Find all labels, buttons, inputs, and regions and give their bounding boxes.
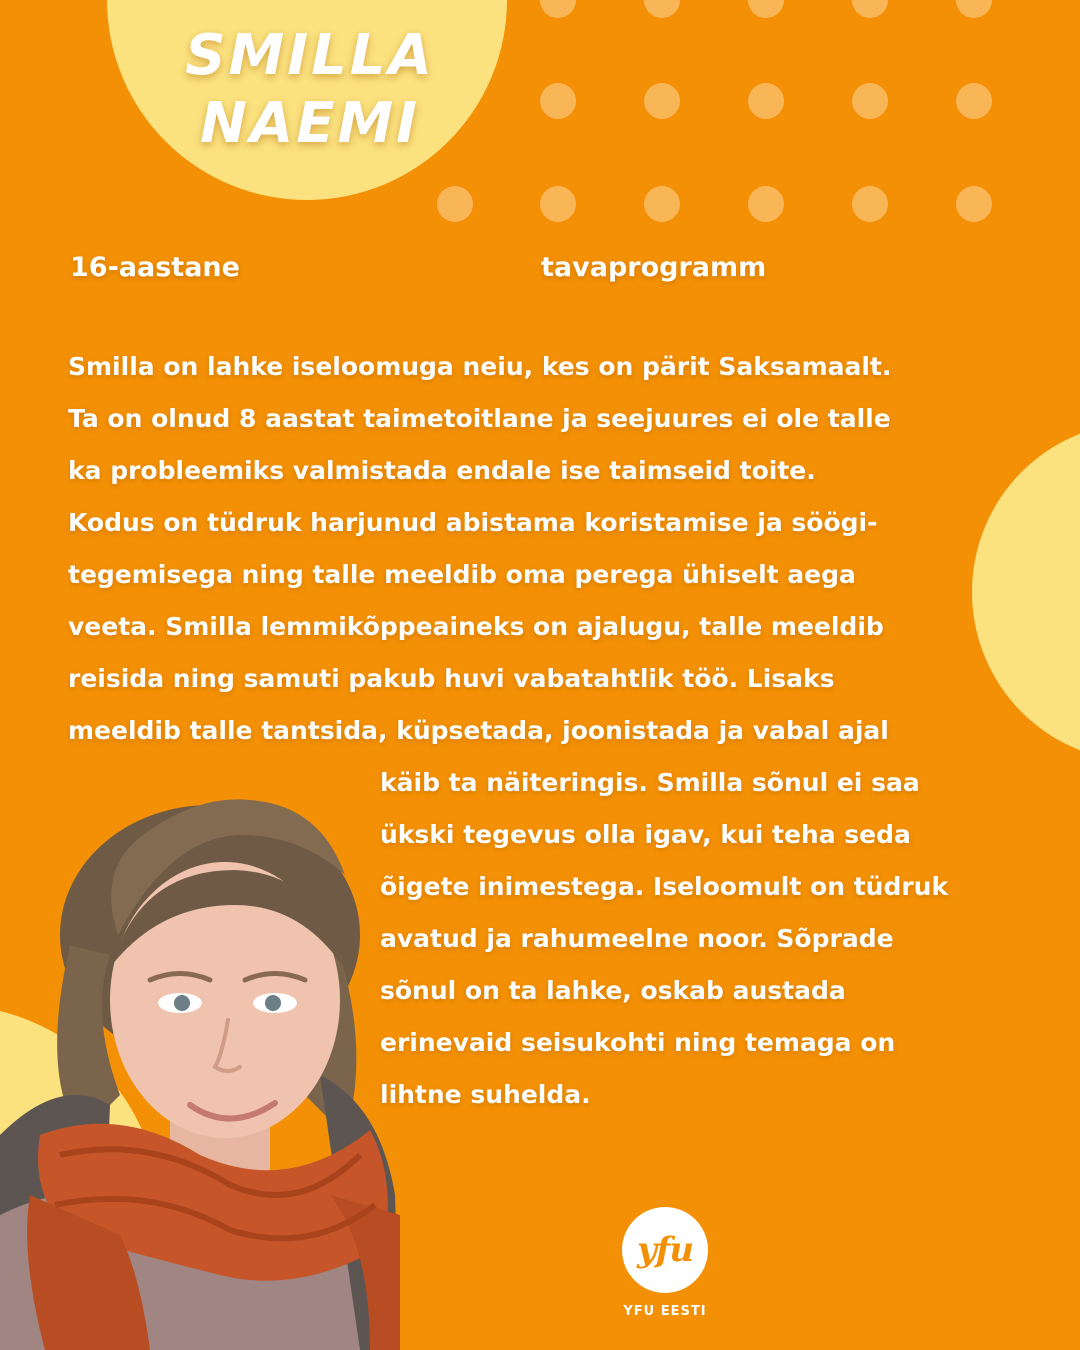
program-label: tavaprogramm xyxy=(541,252,767,283)
pattern-dot xyxy=(852,186,888,222)
pattern-dot xyxy=(644,0,680,18)
bio-line: Kodus on tüdruk harjunud abistama koristamise ja söögi- xyxy=(68,508,878,537)
decorative-circle-right xyxy=(972,422,1080,762)
age-label: 16-aastane xyxy=(70,252,240,283)
bio-line: õigete inimestega. Iseloomult on tüdruk xyxy=(380,872,949,901)
second-name: NAEMI xyxy=(199,91,421,156)
pattern-dot xyxy=(540,186,576,222)
pattern-dot xyxy=(540,0,576,18)
bio-line: lihtne suhelda. xyxy=(380,1080,591,1109)
student-name xyxy=(140,22,480,158)
first-name: SMILLA xyxy=(185,23,435,88)
bio-line: Smilla on lahke iseloomuga neiu, kes on pärit Saksamaalt. xyxy=(68,352,892,381)
pattern-dot xyxy=(852,0,888,18)
pattern-dot xyxy=(437,186,473,222)
portrait-photo xyxy=(0,775,400,1350)
bio-line: veeta. Smilla lemmikõppeaineks on ajalugu, talle meeldib xyxy=(68,612,884,641)
pattern-dot xyxy=(644,186,680,222)
pattern-dot xyxy=(748,0,784,18)
bio-line: ükski tegevus olla igav, kui teha seda xyxy=(380,820,911,849)
pattern-dot xyxy=(956,0,992,18)
yfu-logo xyxy=(622,1207,708,1293)
bio-line: avatud ja rahumeelne noor. Sõprade xyxy=(380,924,894,953)
bio-line: meeldib talle tantsida, küpsetada, joonistada ja vabal ajal xyxy=(68,716,889,745)
bio-text-top xyxy=(68,341,891,757)
pattern-dot xyxy=(956,186,992,222)
yfu-logo-text: yfu xyxy=(636,1230,694,1270)
pattern-dot xyxy=(748,186,784,222)
bio-text-side xyxy=(380,757,948,1121)
bio-line: ka probleemiks valmistada endale ise taimseid toite. xyxy=(68,456,816,485)
yfu-logo-caption: YFU EESTI xyxy=(623,1304,707,1319)
pattern-dot xyxy=(852,83,888,119)
pattern-dot xyxy=(540,83,576,119)
pattern-dot xyxy=(956,83,992,119)
bio-line: käib ta näiteringis. Smilla sõnul ei saa xyxy=(380,768,920,797)
pattern-dot xyxy=(748,83,784,119)
bio-line: reisida ning samuti pakub huvi vabatahtlik töö. Lisaks xyxy=(68,664,835,693)
bio-line: tegemisega ning talle meeldib oma perega ühiselt aega xyxy=(68,560,856,589)
bio-line: erinevaid seisukohti ning temaga on xyxy=(380,1028,896,1057)
bio-line: sõnul on ta lahke, oskab austada xyxy=(380,976,846,1005)
pattern-dot xyxy=(644,83,680,119)
bio-line: Ta on olnud 8 aastat taimetoitlane ja seejuures ei ole talle xyxy=(68,404,891,433)
